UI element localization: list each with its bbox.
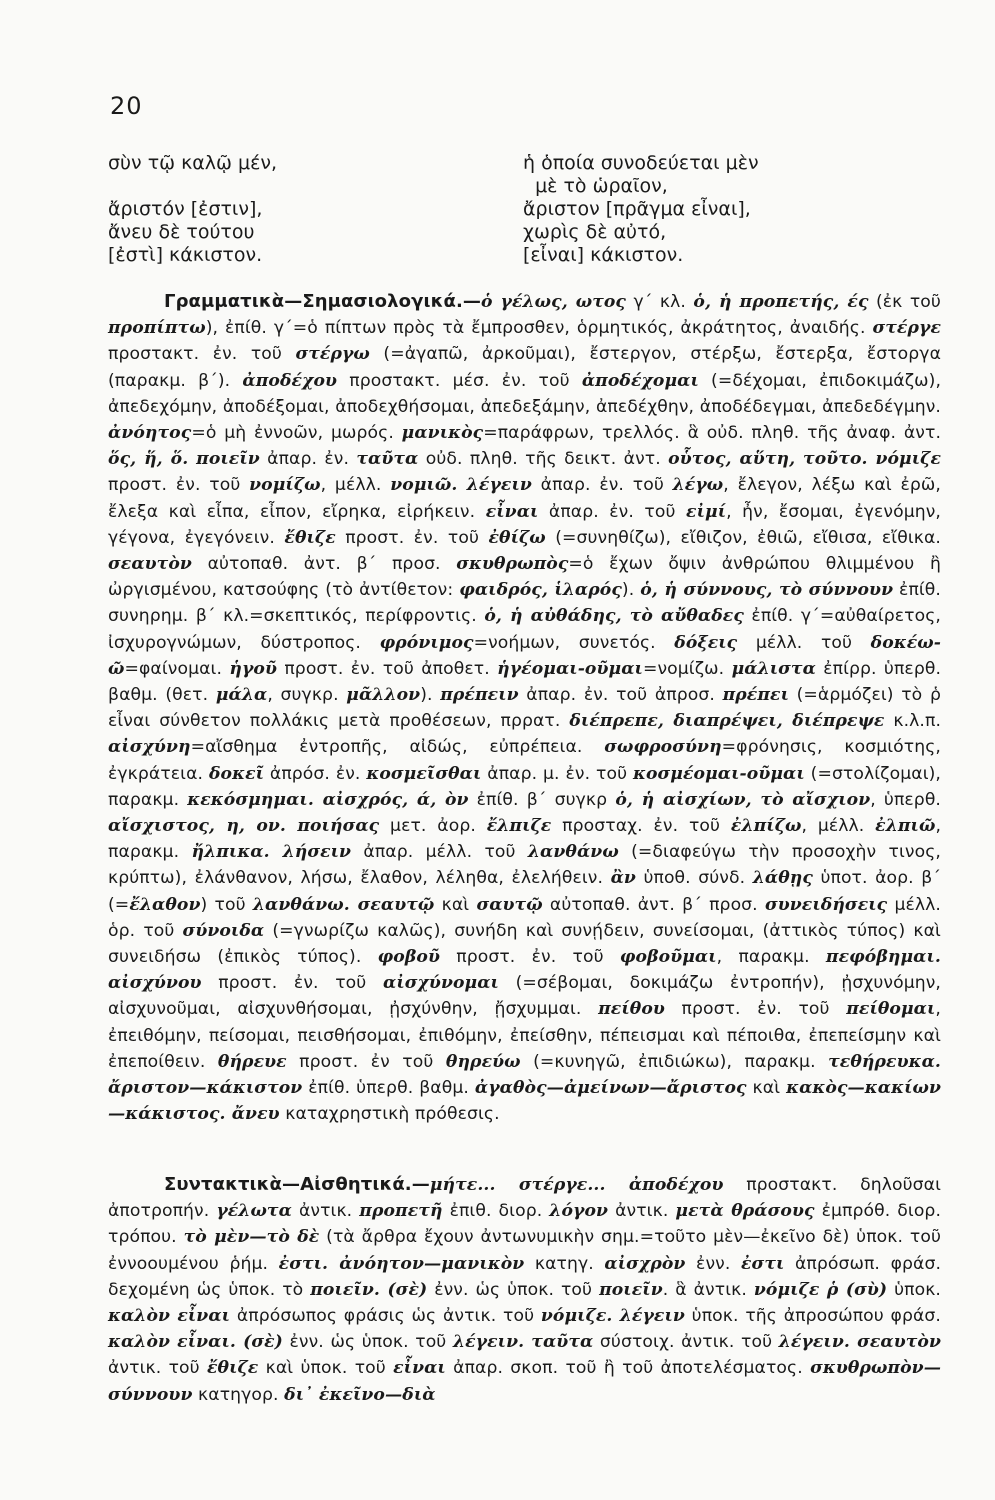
term: ἡγέομαι-οῦμαι (497, 658, 643, 679)
gloss-text: καὶ ὑποκ. τοῦ (258, 1358, 394, 1379)
term: τὸ μὲν—τὸ δὲ (183, 1227, 320, 1248)
gloss-text: ἀπρόσ. ἐν. (264, 763, 367, 784)
gloss-text: μέλλ. τοῦ (737, 632, 871, 653)
gloss-text: ), ἐπίθ. γ΄=ὁ πίπτων πρὸς τὰ ἔμπροσθεν, ὁρμητικός, ἀκράτητος, ἀναιδής. (205, 318, 873, 339)
term: ὁ, ἡ αἰσχίων, τὸ αἴσχιον (615, 789, 871, 810)
grammar-paragraph (108, 289, 941, 1128)
gloss-text: προστακτ. ἐν. τοῦ (108, 344, 296, 365)
gloss-text: προστακτ. δηλοῦσαι ἀποτροπήν. (108, 1175, 941, 1222)
term: φοβοῦμαι (619, 947, 717, 968)
gloss-text: ἐπίθ. συνηρημ. β΄ κλ.=σκεπτικός, περίφροντις. (108, 580, 941, 627)
gloss-text: προστ. ἐν. τοῦ (664, 999, 847, 1020)
term: λέγειν. ταῦτα (452, 1332, 594, 1353)
term: πρέπει (722, 685, 789, 706)
gloss-text: (=σέβομαι, δοκιμάζω ἐντροπήν), ᾐσχυνόμην, αἰσχυνοῦμαι, αἰσχυνθήσομαι, ᾐσχύνθην, ᾔσχυμμαι. (108, 973, 941, 1020)
term: νομιῶ. λέγειν (390, 475, 532, 496)
term: ἐστι (741, 1253, 785, 1274)
gloss-text: μέλλ. ὁρ. τοῦ (108, 894, 941, 941)
gloss-text: , παρακμ. (108, 816, 942, 863)
gloss-text: ἐμπρόθ. διορ. τρόπου. (108, 1201, 942, 1248)
gloss-text: κατηγορ. (192, 1384, 285, 1405)
term: ἀποδέχομαι (581, 370, 699, 391)
term: μετὰ θράσους (675, 1201, 815, 1222)
gloss-text: ὑποκ. (887, 1279, 941, 1300)
term: πείθου (598, 999, 665, 1020)
term: νόμιζε ῥ (σὺ) (753, 1279, 888, 1300)
gloss-text: ἀπρόσωπος φράσις ὡς ἀντικ. τοῦ (230, 1306, 541, 1327)
term: ἀποδέχου (242, 370, 338, 391)
term: νόμιζε. λέγειν (540, 1306, 685, 1327)
gloss-text: ἀπαρ. ἐν. τοῦ (538, 501, 687, 522)
grammar-body (108, 292, 941, 1124)
term: αἴσχιστος, η, ον. ποιήσας (108, 816, 380, 837)
term: δοκέω-ῶ (108, 632, 941, 679)
gloss-text: ἐπίθ. β΄ συγκρ (468, 789, 616, 810)
gloss-text: ἀπαρ. σκοπ. τοῦ ἢ τοῦ ἀποτελέσματος. (445, 1358, 811, 1379)
gloss-text: προστ. ἐν. τοῦ (108, 475, 250, 496)
gloss-text: (=στολίζομαι), παρακμ. (108, 763, 941, 810)
term: πρέπειν (440, 685, 519, 706)
term: προπίπτω (108, 318, 206, 339)
gloss-text: ἀντικ. (608, 1201, 676, 1222)
term: λάθῃς (752, 868, 813, 889)
gloss-text: =ὁ μὴ ἐννοῶν, μωρός. (191, 423, 402, 444)
term: φοβοῦ (377, 947, 440, 968)
gloss-text: καταχρηστικὴ πρόθεσις. (279, 1104, 500, 1125)
verse-original (108, 152, 277, 267)
term: σωφροσύνη (604, 737, 722, 758)
gloss-text: (=συνηθίζω), εἴθιζον, ἐθιῶ, εἴθισα, εἴθικα. (545, 527, 941, 548)
term: μήτε... στέργε... ἀποδέχου (429, 1175, 724, 1195)
term: σύνοιδα (182, 920, 265, 941)
gloss-text: , παρακμ. (716, 947, 826, 968)
gloss-text: , μέλλ. (801, 816, 876, 837)
term: σαυτῷ (476, 894, 543, 915)
term: καλὸν εἶναι. (σὲ) (108, 1332, 283, 1353)
grammar-heading: Γραμματικὰ—Σημασιολογικά.— (164, 291, 481, 312)
gloss-text: (ἐκ τοῦ (868, 292, 941, 312)
term: αἰσχρὸν (604, 1253, 686, 1274)
term: ἔθιζε (206, 1358, 259, 1379)
term: στέργε (872, 318, 941, 339)
term: θηρεύω (445, 1051, 521, 1072)
gloss-text: καὶ (434, 894, 477, 915)
term: δοκεῖ (208, 763, 265, 784)
gloss-text: ὑποτ. ἀορ. β΄ (= (108, 868, 941, 915)
term: σκυθρωπὸν—σύννουν (108, 1358, 941, 1405)
term: ἀγαθὸς—ἀμείνων—ἄριστος (474, 1078, 747, 1099)
gloss-text: , συγκρ. (267, 685, 347, 706)
term: ὁ, ἡ σύννους, τὸ σύννουν (640, 580, 894, 601)
gloss-text: , ἐπειθόμην, πείσομαι, πεισθήσομαι, ἐπιθόμην, ἐπείσθην, πέπεισμαι καὶ πέποιθα, ἐπεπείσμην καὶ ἐπεποίθειν. (108, 999, 941, 1072)
gloss-text: ). (420, 685, 441, 706)
syntax-paragraph (108, 1172, 941, 1408)
term: ποιεῖν. (σὲ) (310, 1279, 428, 1300)
term: οὗτος, αὕτη, τοῦτο. νόμιζε (668, 449, 941, 470)
gloss-text: (=γνωρίζω καλῶς), συνήδη καὶ συνῄδειν, συνείσομαι, (ἀττικὸς τύπος) καὶ συνειδήσω (ἐπικὸς τύπος). (108, 920, 941, 968)
gloss-text: (=δέχομαι, ἐπιδοκιμάζω), ἀπεδεχόμην, ἀποδέξομαι, ἀποδεχθήσομαι, ἀπεδεξάμην, ἀπεδέχθην, ἀποδέδεγμαι, ἀπεδεδέγμην. (108, 370, 942, 417)
gloss-text: προσταχ. ἐν. τοῦ (551, 816, 731, 837)
term: ἐστι. ἀνόητον—μανικὸν (278, 1253, 525, 1274)
page-number: 20 (110, 92, 143, 120)
verse-line: ἄριστον [πρᾶγμα εἶναι], (523, 198, 751, 220)
term: συνειδήσεις (764, 894, 888, 915)
gloss-text: μετ. ἀορ. (379, 816, 487, 837)
term: λανθάνω. σεαυτῷ (252, 894, 435, 915)
gloss-text: =νομίζω. (642, 658, 732, 679)
verse-line: χωρὶς δὲ αὐτό, (523, 221, 667, 243)
gloss-text: προστ. ἐν τοῦ (286, 1051, 446, 1072)
term: μανικὸς (401, 423, 484, 444)
term: μάλιστα (731, 658, 816, 679)
verse-line: [εἶναι] κάκιστον. (523, 244, 684, 266)
gloss-text: ἀπαρ. ἐν. τοῦ (531, 475, 673, 496)
term: πείθομαι (846, 999, 936, 1020)
verse-translation (523, 152, 759, 267)
verse-line: ἄριστόν [ἐστιν], (108, 198, 263, 220)
gloss-text: ἐπιθ. διορ. (442, 1201, 550, 1222)
gloss-text: αὐτοπαθ. ἀντ. β΄ προσ. (191, 554, 457, 575)
gloss-text: (=ἁρμόζει) τὸ ῥ εἶναι σύνθετον πολλάκις μετὰ προθέσεων, πρρατ. (108, 685, 941, 732)
gloss-text: προστ. ἐν. τοῦ ἀποθετ. (277, 658, 498, 679)
term: διέπρεπε, διαπρέψει, διέπρεψε (569, 711, 885, 732)
gloss-text: =νοήμων, συνετός. (473, 632, 675, 653)
term: ἐλπίζω (730, 816, 802, 837)
term: σεαυτὸν (108, 554, 192, 575)
gloss-text: ἀπρόσωπ. φράσ. δεχομένη ὡς ὑποκ. τὸ (108, 1253, 942, 1300)
term: αἰσχύνη (108, 737, 191, 758)
gloss-text: οὐδ. πληθ. τῆς δεικτ. ἀντ. (418, 449, 669, 470)
term: λέγειν. σεαυτὸν (778, 1332, 942, 1353)
gloss-text: σύστοιχ. ἀντικ. τοῦ (593, 1332, 779, 1353)
gloss-text: =φρόνησις, κοσμιότης, ἐγκράτεια. (108, 737, 941, 784)
gloss-text: ὑποκ. τῆς ἀπροσώπου φράσ. (684, 1306, 941, 1327)
verse-line: ἡ ὁποία συνοδεύεται μὲν (523, 152, 759, 174)
gloss-text: , ἔλεγον, λέξω καὶ ἐρῶ, ἔλεξα καὶ εἶπα, εἶπον, εἴρηκα, εἰρήκειν. (108, 475, 941, 522)
gloss-text: ἀπαρ. ἐν. (259, 449, 357, 470)
gloss-text: προστ. ἐν. τοῦ (439, 947, 620, 968)
gloss-text: =παράφρων, τρελλός. ἃ οὐδ. πληθ. τῆς ἀναφ. ἀντ. (483, 423, 942, 444)
term: δι᾽ ἐκεῖνο—διὰ (284, 1384, 436, 1405)
term: εἶναι (485, 501, 539, 522)
gloss-text: (=κυνηγῶ, ἐπιδιώκω), παρακμ. (520, 1051, 829, 1072)
gloss-text: κατηγ. (524, 1253, 605, 1274)
gloss-text: γ΄ κλ. (626, 292, 694, 312)
gloss-text: ἐπίρρ. ὑπερθ. βαθμ. (θετ. (108, 658, 942, 706)
term: ἡγοῦ (229, 658, 278, 679)
gloss-text: ἀντικ. τοῦ (108, 1358, 207, 1379)
gloss-text: ) τοῦ (200, 894, 253, 915)
term: ἔθιζε (284, 527, 336, 548)
verse-line: μὲ τὸ ὡραῖον, (523, 175, 668, 197)
term: φρόνιμος (379, 632, 474, 653)
term: εἰμί (686, 501, 727, 522)
term: πεφόβημαι. αἰσχύνου (108, 947, 941, 994)
term: σκυθρωπὸς (456, 554, 569, 575)
gloss-text: =αἴσθημα ἐντροπῆς, αἰδώς, εὐπρέπεια. (190, 737, 605, 758)
term: ἐθίζω (488, 527, 546, 548)
term: ἤλπικα. λήσειν (191, 842, 352, 863)
term: κοσμεῖσθαι (366, 763, 482, 784)
gloss-text: , ἦν, ἔσομαι, ἐγενόμην, γέγονα, ἐγεγόνειν. (108, 501, 941, 548)
term: μᾶλλον (346, 685, 421, 706)
term: καλὸν εἶναι (108, 1306, 231, 1327)
term: ἀνόητος (108, 423, 192, 444)
term: κακὸς—κακίων—κάκιστος. ἄνευ (108, 1078, 941, 1125)
term: ὅς, ἥ, ὅ. ποιεῖν (108, 449, 260, 470)
gloss-text: ). (621, 580, 641, 601)
verse-block (108, 152, 908, 266)
gloss-text: ἀπαρ. μ. ἐν. τοῦ (481, 763, 633, 784)
verse-line: [ἐστὶ] κάκιστον. (108, 244, 263, 266)
syntax-section (108, 1172, 941, 1408)
term: μάλα (215, 685, 268, 706)
gloss-text: ἀντικ. (291, 1201, 360, 1222)
term: φαιδρός, ἱλαρός (459, 580, 622, 601)
gloss-text: κ.λ.π. (884, 711, 942, 732)
term: αἰσχύνομαι (383, 973, 499, 994)
gloss-text: ἐπίθ. γ΄=αὐθαίρετος, ἰσχυρογνώμων, δύστροπος. (108, 606, 941, 653)
term: στέργω (295, 344, 370, 365)
term: θήρευε (217, 1051, 287, 1072)
verse-line: ἄνευ δὲ τούτου (108, 221, 255, 243)
gloss-text: , μέλλ. (320, 475, 391, 496)
verse-line (108, 175, 277, 198)
term: ὁ, ἡ αὐθάδης, τὸ αὔθαδες (484, 606, 744, 627)
term: τεθήρευκα. ἄριστον—κάκιστον (108, 1051, 941, 1099)
syntax-body (108, 1175, 941, 1405)
term: εἶναι (393, 1358, 446, 1379)
term: ἐλπιῶ (875, 816, 936, 837)
term: ὁ, ἡ προπετής, ές (693, 292, 869, 312)
term: λέγω (672, 475, 724, 496)
gloss-text: ἐνν. ὡς ὑποκ. τοῦ (282, 1332, 453, 1353)
term: γέλωτα (216, 1201, 292, 1222)
term: κεκόσμημαι. αἰσχρός, ά, ὸν (187, 789, 469, 810)
gloss-text: ἐνν. ὡς ὑποκ. τοῦ (427, 1279, 600, 1300)
gloss-text: προστακτ. μέσ. ἐν. τοῦ (337, 370, 582, 391)
gloss-text: , ὑπερθ. (870, 789, 942, 810)
gloss-text: ἀπαρ. μέλλ. τοῦ (351, 842, 528, 863)
gloss-text: =φαίνομαι. (124, 658, 230, 679)
gloss-text: προστ. ἐν. τοῦ (335, 527, 489, 548)
term: ταῦτα (356, 449, 419, 470)
gloss-text: ἐνν. (685, 1253, 741, 1274)
term: κοσμέομαι-οῦμαι (632, 763, 805, 784)
gloss-text: ὑποθ. σύνδ. (635, 868, 753, 889)
term: ἔλπιζε (486, 816, 552, 837)
gloss-text: προστ. ἐν. τοῦ (201, 973, 383, 994)
syntax-heading: Συντακτικὰ—Αἰσθητικά.— (164, 1174, 430, 1195)
gloss-text: ἐπίθ. ὑπερθ. βαθμ. (302, 1078, 475, 1099)
gloss-text: καὶ (746, 1078, 787, 1099)
gloss-text: (=ἀγαπῶ, ἀρκοῦμαι), ἔστεργον, στέρξω, ἔστερξα, ἔστοργα (παρακμ. β΄). (108, 344, 941, 391)
gloss-text: . ἃ ἀντικ. (662, 1279, 754, 1300)
gloss-text: ἀπαρ. ἐν. τοῦ ἀπροσ. (518, 685, 723, 706)
verse-line: σὺν τῷ καλῷ μέν, (108, 152, 278, 174)
gloss-text: (τὰ ἄρθρα ἔχουν ἀντωνυμικὴν σημ.=τοῦτο μὲν—ἐκεῖνο δὲ) ὑποκ. τοῦ ἐννοουμένου ῥήμ. (108, 1227, 942, 1274)
gloss-text: αὐτοπαθ. ἀντ. β΄ προσ. (542, 894, 765, 915)
term: δόξεις (674, 632, 738, 653)
term: ἂν (610, 868, 636, 889)
term: ἔλαθον (129, 894, 201, 915)
term: ὁ γέλως, ωτος (480, 292, 626, 312)
term: λανθάνω (527, 842, 619, 863)
term: λόγον (549, 1201, 609, 1222)
term: ποιεῖν (599, 1279, 663, 1300)
grammar-section (108, 289, 941, 1128)
term: προπετῆ (359, 1201, 443, 1222)
gloss-text: =ὁ ἔχων ὄψιν ἀνθρώπου θλιμμένου ἢ ὠργισμένου, κατσούφης (τὸ ἀντίθετον: (108, 554, 941, 601)
gloss-text: (=διαφεύγω τὴν προσοχὴν τινος, κρύπτω), ἐλάνθανον, λήσω, ἔλαθον, λέληθα, ἐλελήθειν. (108, 842, 941, 889)
term: νομίζω (249, 475, 321, 496)
